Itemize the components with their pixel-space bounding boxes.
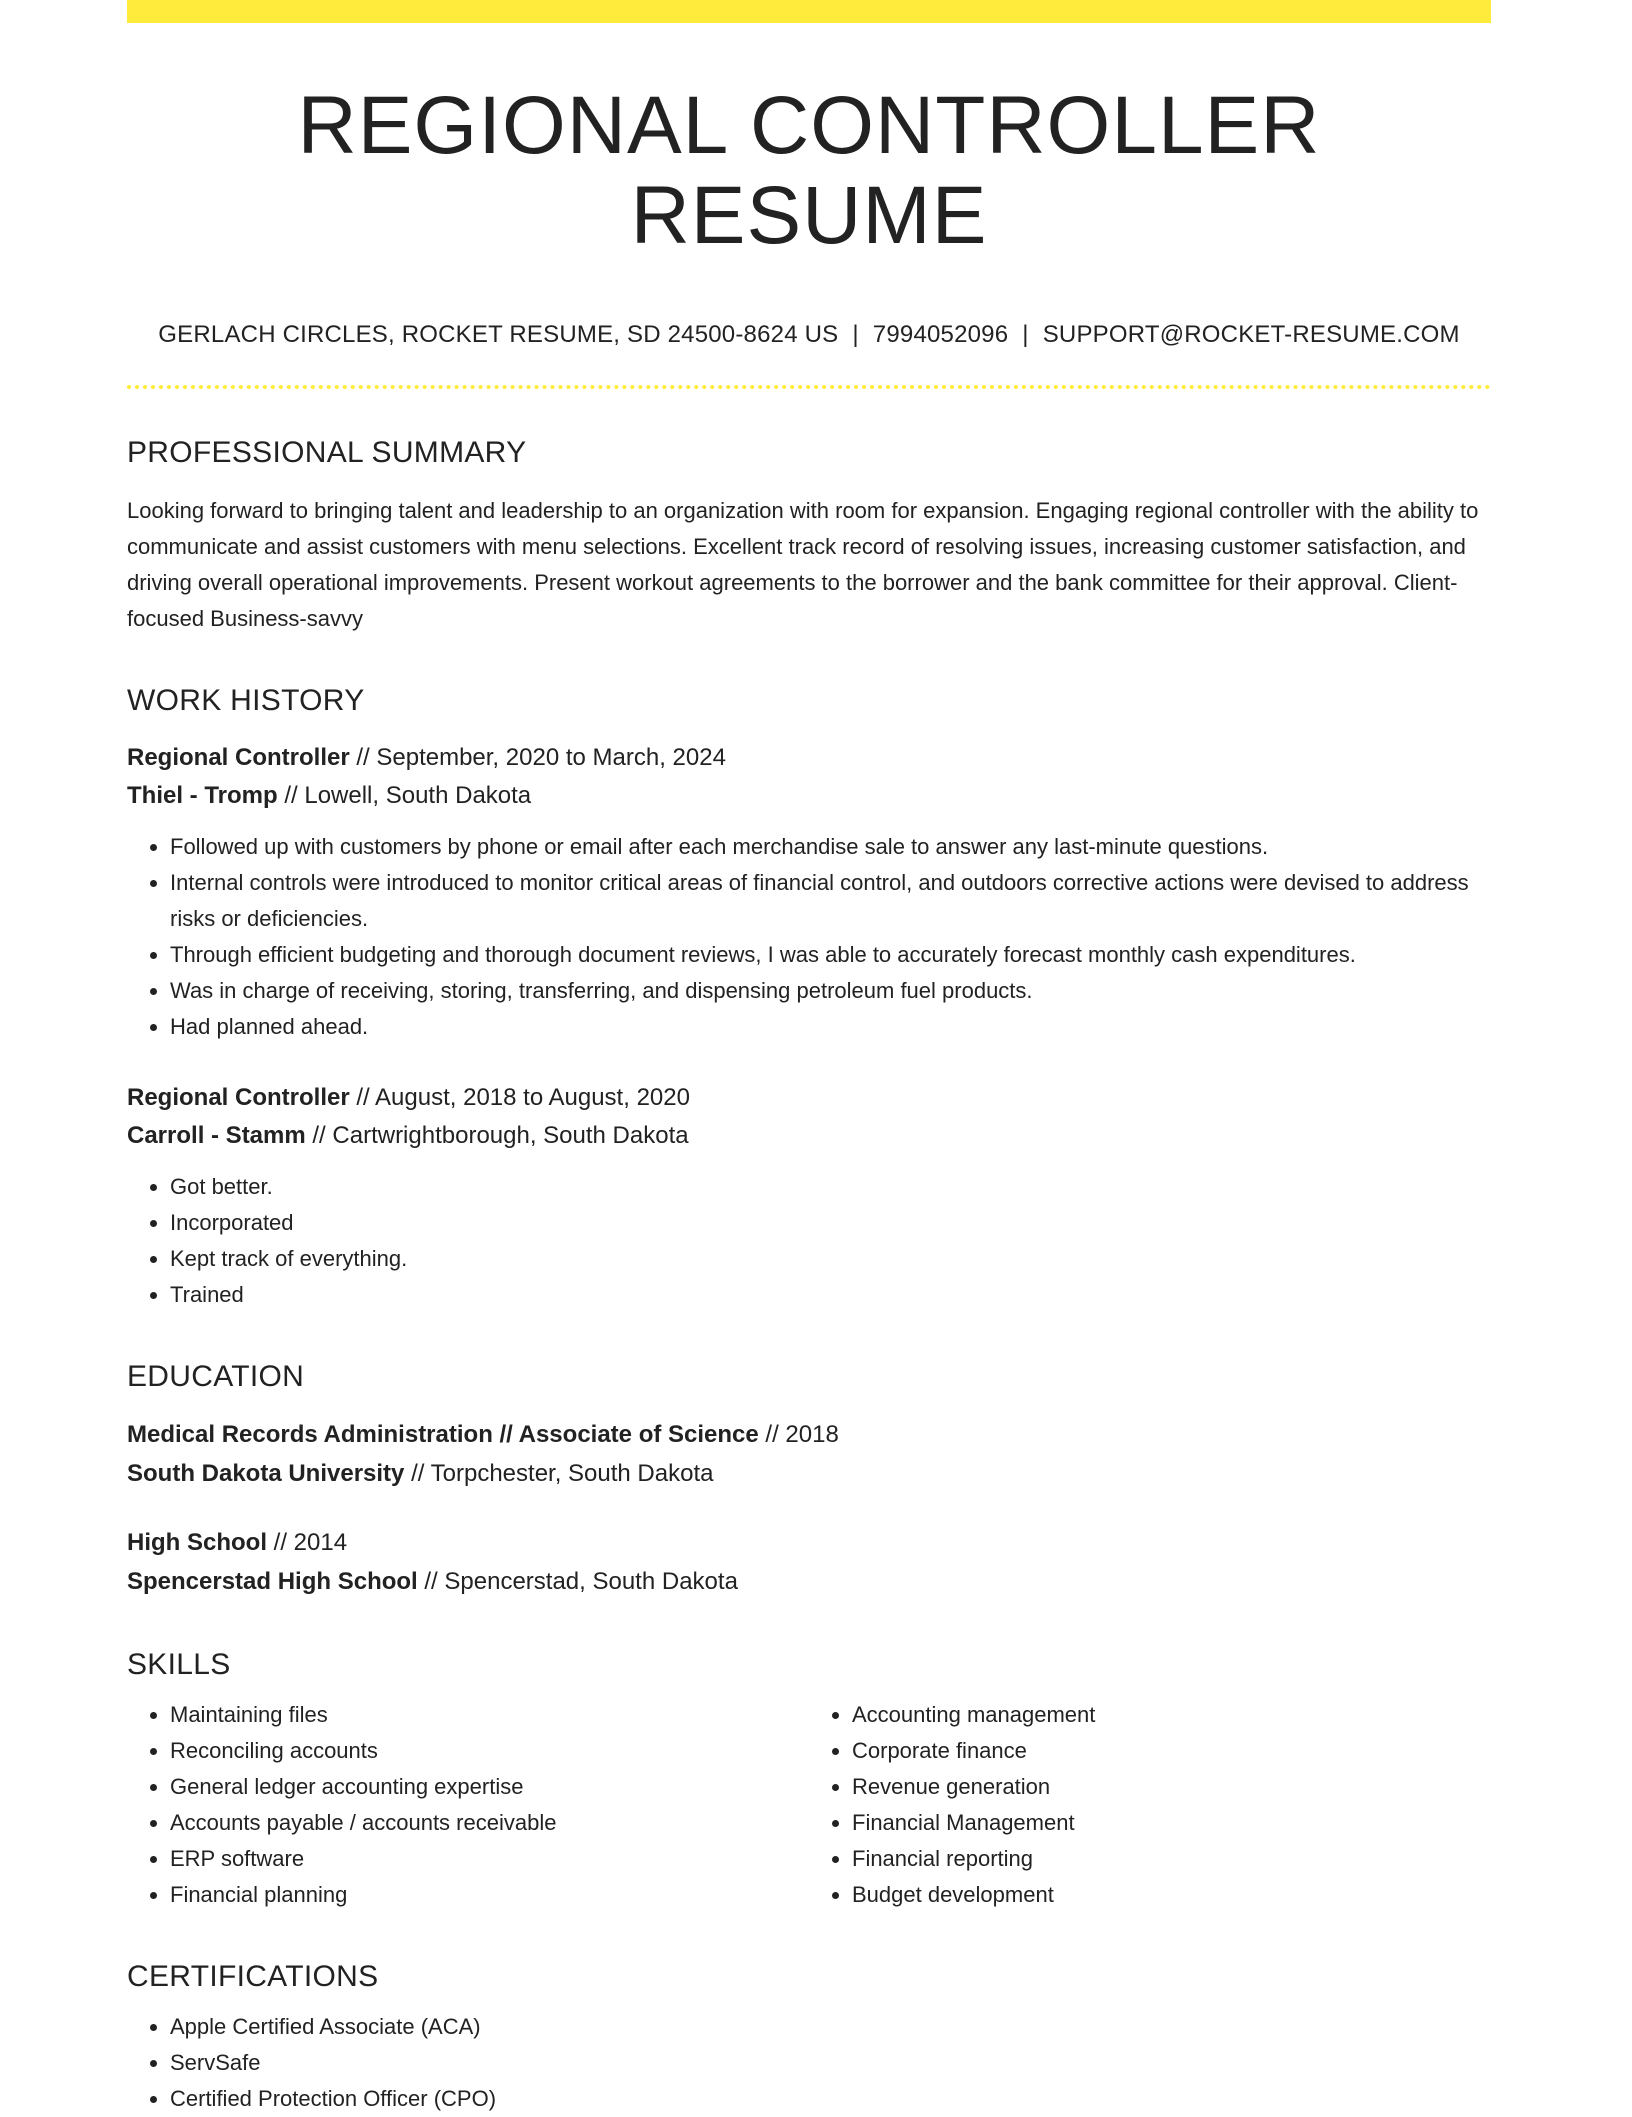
education-entry [127,1523,1491,1601]
education-degree-line [127,1415,1491,1454]
job-title: Regional Controller [127,1083,350,1111]
skill-item: • Budget development [852,1877,1491,1913]
job-bullet: • Trained [170,1277,1491,1313]
contact-line [127,319,1491,350]
job-bullet: • Had planned ahead. [170,1009,1491,1045]
skill-item: • ERP software [170,1841,809,1877]
education-degree-line [127,1523,1491,1562]
education-school-line [127,1454,1491,1493]
job-bullet: • Kept track of everything. [170,1241,1491,1277]
work-history-heading: WORK HISTORY [127,683,365,717]
skill-item: • Accounting management [852,1697,1491,1733]
education-year: // 2018 [758,1420,839,1448]
job-location: // Lowell, South Dakota [277,781,532,809]
job-company-line [127,1117,1491,1155]
skills-list-left [127,1697,809,1913]
skill-item: • General ledger accounting expertise [170,1769,809,1805]
skill-item: • Accounts payable / accounts receivable [170,1805,809,1841]
education-degree: High School [127,1528,267,1556]
skill-item: • Maintaining files [170,1697,809,1733]
contact-separator: | [852,321,859,349]
job-bullet: • Through efficient budgeting and thorough document reviews, I was able to accurately forecast monthly cash expenditures. [170,937,1491,973]
job-bullet: • Incorporated [170,1205,1491,1241]
education-entry [127,1415,1491,1493]
education-heading: EDUCATION [127,1359,305,1393]
certification-item: • ServSafe [170,2045,1491,2081]
job-company-line [127,777,1491,815]
summary-heading: PROFESSIONAL SUMMARY [127,435,527,469]
skills-heading: SKILLS [127,1647,231,1681]
job-bullet: • Got better. [170,1169,1491,1205]
skill-item: • Financial reporting [852,1841,1491,1877]
certification-item: • Apple Certified Associate (ACA) [170,2009,1491,2045]
job-bullet: • Internal controls were introduced to monitor critical areas of financial control, and outdoors corrective actions were devised to address risks or deficiencies. [170,865,1491,937]
skill-item: • Reconciling accounts [170,1733,809,1769]
skill-item: • Financial planning [170,1877,809,1913]
job-title-line [127,1079,1491,1117]
job-location: // Cartwrightborough, South Dakota [305,1121,689,1149]
contact-phone: 7994052096 [872,321,1009,349]
job-bullet: • Was in charge of receiving, storing, transferring, and dispensing petroleum fuel products. [170,973,1491,1009]
job-dates: // September, 2020 to March, 2024 [349,743,726,771]
education-degree: Medical Records Administration // Associate of Science [127,1420,759,1448]
job-bullet: • Followed up with customers by phone or email after each merchandise sale to answer any last-minute questions. [170,829,1491,865]
resume-title: REGIONAL CONTROLLER RESUME [297,80,1321,262]
education-school: Spencerstad High School [127,1567,418,1595]
certification-item: • Certified Protection Officer (CPO) [170,2081,1491,2117]
education-school-line [127,1562,1491,1601]
job-title: Regional Controller [127,743,350,771]
top-accent-bar [127,0,1491,23]
job-entry [127,739,1491,1045]
job-entry [127,1079,1491,1313]
skill-item: • Financial Management [852,1805,1491,1841]
education-location: // Torpchester, South Dakota [404,1459,714,1487]
job-company: Carroll - Stamm [127,1121,306,1149]
summary-text: Looking forward to bringing talent and leadership to an organization with room for expansion. Engaging regional controller with the ability to communicate and assist customers with menu selections. Excellent track record of resolving issues, increasing customer satisfaction, and driving overall operational improvements. Present workout agreements to the borrower and the bank committee for their approval. Client-focused Business-savvy [127,497,1479,631]
job-bullets [127,1169,1491,1313]
skill-item: • Corporate finance [852,1733,1491,1769]
resume-page [127,0,1491,2117]
skills-columns [127,1697,1491,1913]
dotted-divider [127,385,1491,389]
skill-item: • Revenue generation [852,1769,1491,1805]
education-school: South Dakota University [127,1459,405,1487]
job-title-line [127,739,1491,777]
education-location: // Spencerstad, South Dakota [417,1567,738,1595]
certifications-list [127,2009,1491,2117]
contact-address: GERLACH CIRCLES, ROCKET RESUME, SD 24500-8624 US [158,321,839,349]
job-dates: // August, 2018 to August, 2020 [349,1083,690,1111]
contact-separator: | [1022,321,1029,349]
job-company: Thiel - Tromp [127,781,278,809]
education-year: // 2014 [267,1528,348,1556]
contact-email: SUPPORT@ROCKET-RESUME.COM [1042,321,1460,349]
certifications-heading: CERTIFICATIONS [127,1959,379,1993]
job-bullets [127,829,1491,1045]
skills-list-right [809,1697,1491,1913]
